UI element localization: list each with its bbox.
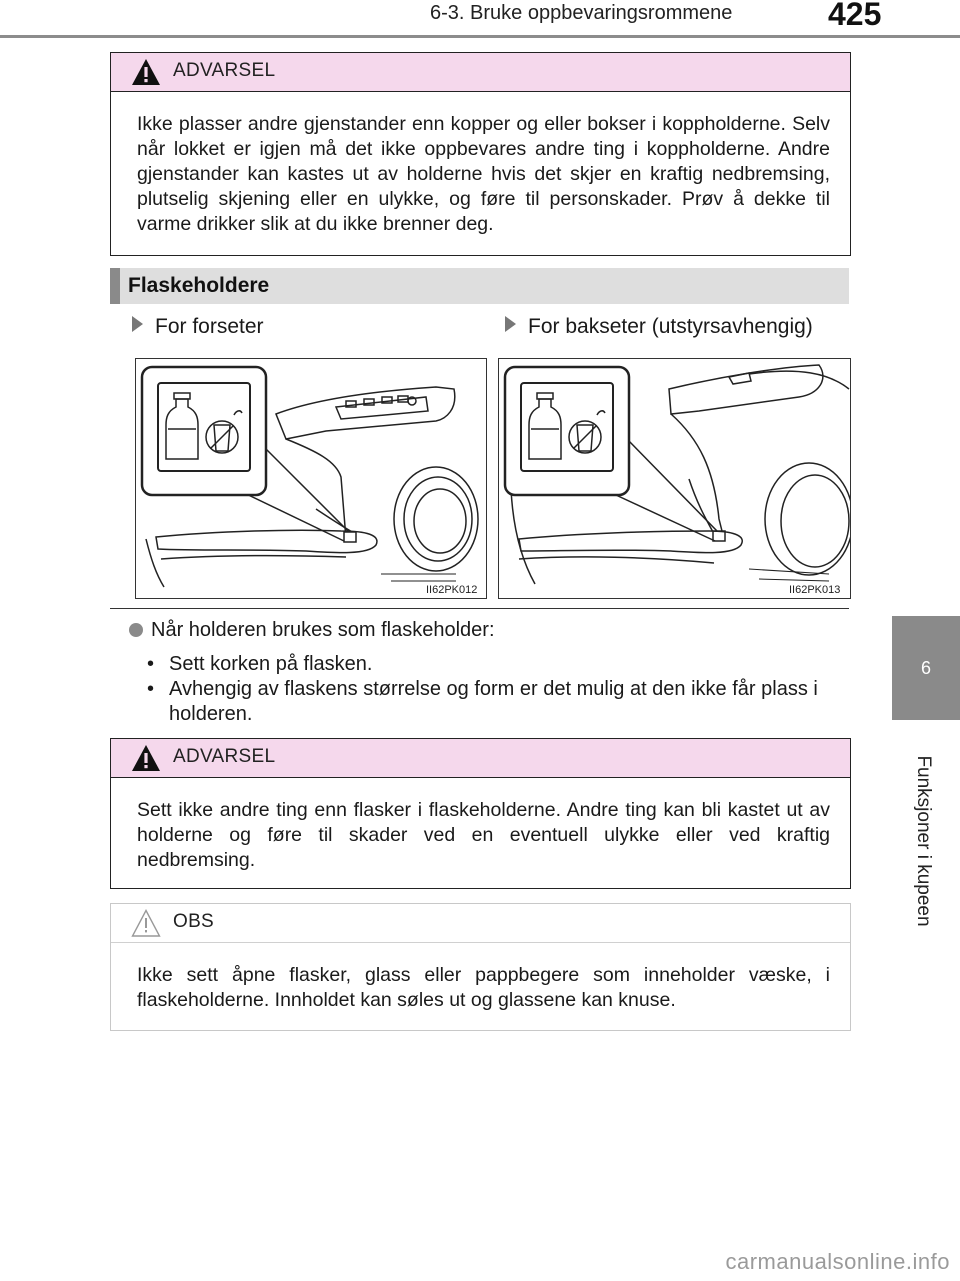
header-rule [0, 35, 960, 38]
figure-rule [110, 608, 849, 609]
chapter-label-wrap [886, 730, 936, 960]
figure-front-door [135, 358, 487, 599]
notice-header [111, 904, 850, 943]
note-item: • Avhengig av flaskens størrelse og form er det mulig at den ikke får plass i holderen. [147, 677, 859, 727]
warning-box-top [110, 52, 851, 256]
notice-title: OBS [173, 911, 215, 932]
front-door-illustration [136, 359, 486, 598]
caption-front-text: For forseter [155, 315, 264, 338]
note-item-text: Sett korken på flasken. [169, 653, 373, 675]
note-main-text: Når holderen brukes som flaskeholder: [151, 619, 495, 641]
figure-rear-door [498, 358, 851, 599]
warning-title: ADVARSEL [173, 746, 276, 767]
chapter-label: Funksjoner i kupeen [913, 755, 934, 927]
warning-title: ADVARSEL [173, 60, 276, 81]
warning-box-bottom [110, 738, 851, 889]
figure-code-front: II62PK012 [426, 584, 478, 596]
warning-header [111, 739, 850, 778]
triangle-bullet-icon [132, 316, 143, 332]
running-header-title: 6-3. Bruke oppbevaringsrommene [430, 2, 733, 24]
warning-header [111, 53, 850, 92]
section-heading-bar [110, 268, 849, 304]
caption-rear-text: For bakseter (utstyrsavhengig) [528, 315, 813, 338]
warning-text: Ikke plasser andre gjenstander enn kopper og eller bokser i koppholderne. Selv når lokket er igjen må det ikke oppbevares andre ting i koppholderne. Andre gjenstander kan kastes ut av holderne hvis det skjer en kraftig nedbremsing, plutselig skjening eller en ulykke, og føre til personskader. Prøv å dekke til varme drikker slik at du ikke brenner deg. [137, 113, 830, 235]
note-item-text: Avhengig av flaskens størrelse og form er det mulig at den ikke får plass i holderen. [169, 678, 818, 725]
notice-box [110, 903, 851, 1031]
rear-door-illustration [499, 359, 850, 598]
caption-rear [505, 315, 813, 339]
figure-code-rear: II62PK013 [789, 584, 841, 596]
section-title: Flaskeholdere [128, 274, 270, 297]
note-item: • Sett korken på flasken. [147, 652, 859, 677]
caption-front [132, 315, 264, 339]
triangle-bullet-icon [505, 316, 516, 332]
chapter-number: 6 [920, 658, 931, 678]
watermark: carmanualsonline.info [725, 1249, 950, 1274]
notice-text: Ikke sett åpne flasker, glass eller pappbegere som inneholder væske, i flaskeholderne. Innholdet kan søles ut og glassene kan knuse. [137, 964, 830, 1011]
caution-outline-icon [131, 909, 161, 937]
circle-bullet-icon [129, 623, 143, 637]
warning-text: Sett ikke andre ting enn flasker i flaskeholderne. Andre ting kan bli kastet ut av holderne og føre til skader ved en eventuell ulykke eller ved kraftig nedbremsing. [137, 799, 830, 871]
note-main [129, 619, 495, 642]
warning-icon [131, 744, 161, 772]
page-number: 425 [828, 0, 882, 32]
warning-icon [131, 58, 161, 86]
section-accent [110, 268, 120, 304]
